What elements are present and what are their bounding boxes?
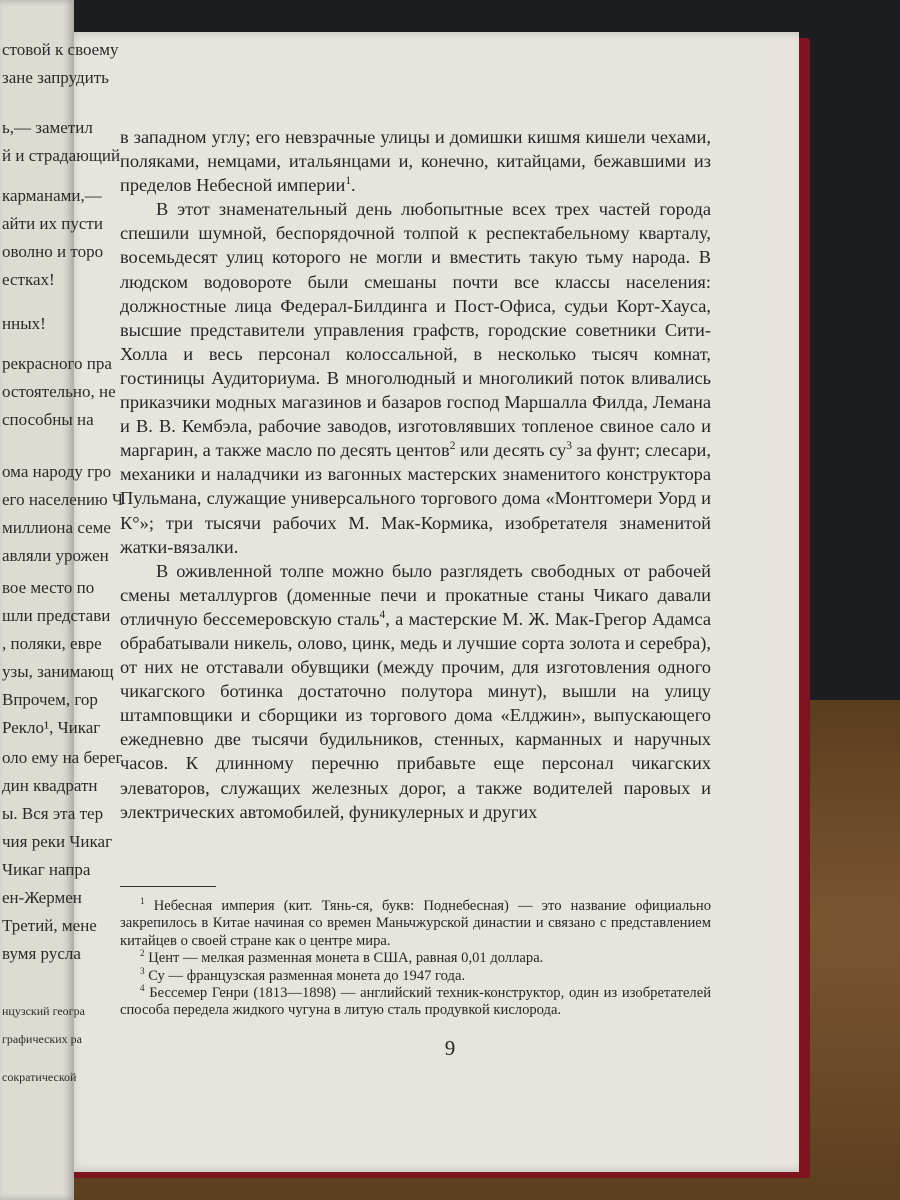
left-page-line: дин квадратн <box>2 776 98 795</box>
footnotes <box>120 898 711 1020</box>
footnote-4 <box>120 985 711 1020</box>
footnote-number: 3 <box>140 965 145 976</box>
footnote-text: — французская разменная монета до 1947 года. <box>164 967 466 984</box>
footnote-term: Цент <box>148 950 180 967</box>
footnote-3 <box>120 965 711 985</box>
left-page-line: чия реки Чикаг <box>2 832 113 851</box>
footnote-term: Бессемер Генри <box>149 985 249 1002</box>
left-page-line: ен-Жермен <box>2 888 82 907</box>
footnote-number: 1 <box>140 896 145 907</box>
left-page-line: Третий, мене <box>2 916 97 935</box>
footnote-2 <box>120 950 711 967</box>
page-number: 9 <box>444 1036 456 1060</box>
left-page-line: й и страдающий <box>2 146 121 165</box>
footnote-text: — мелкая разменная монета в США, равная 0,01 доллара. <box>179 950 544 967</box>
left-page-line: вое место по <box>2 578 95 597</box>
left-page-line: шли представи <box>2 606 111 625</box>
footnote-number: 4 <box>140 983 145 994</box>
text-run: за фунт; слесари, механики и наладчики из вагонных мастерских знаменитого конструктора Пульмана, служащие универсального торгового дома «Монтгомери Уорд и К°»; три тысячи рабочих М. Мак-Кормика, изобретателя знаменитой жатки-вязалки. <box>120 440 711 557</box>
text-run: или десять су <box>455 440 567 461</box>
text-run: . <box>351 175 356 196</box>
left-page-line: ома народу гро <box>2 462 112 481</box>
left-page-line: оло ему на берег <box>2 748 123 767</box>
paragraph-1 <box>120 125 711 197</box>
footnote-ref: 4 <box>379 608 386 621</box>
left-page-line: графических ра <box>2 1032 83 1046</box>
left-page-line: оволно и торо <box>2 242 104 261</box>
text-run: В этот знаменательный день любопытные всех трех частей города спешили шумной, беспорядочной толпой к респектабельному кварталу, восемьдесят улиц которого не могли и вместить такую тьму народа. В людском водовороте были смешаны почти все классы населения: должностные лица Федерал-Билдинга и Пост-Офиса, судьи Корт-Хауса, высшие представители управления графств, городские советники Сити-Холла и весь персонал колоссальной, в несколько тысяч комнат, гостиницы Аудиториума. В многолюдный и многоликий поток вливались приказчики модных магазинов и базаров господ Маршалла Филда, Лемана и В. В. Кембэла, рабочие заводов, изготовлявших топленое свиное сало и маргарин, а также масло по десять центов <box>120 199 711 461</box>
left-page-line: естках! <box>2 270 55 289</box>
left-page-line: его населению Ч <box>2 490 124 509</box>
footnote-term: Су <box>148 967 165 984</box>
text-run: , а мастерские М. Ж. Мак-Грегор Адамса обрабатывали никель, олово, цинк, медь и лучшие сорта золота и серебра), от них не отставали обувщики (между прочим, для изготовления одного чикагского ботинка достаточно полутора минут), вышли на улицу штамповщики и сборщики из торгового дома «Елджин», выпускающего ежедневно две тысячи будильников, стенных, карманных и наручных часов. К длинному перечню прибавьте еще персонал чикагских элеваторов, служащих железных дорог, а также водителей паровых и электрических автомобилей, фуникулерных и других <box>120 608 711 822</box>
left-page-line: , поляки, евре <box>2 634 102 653</box>
left-page-line: нцузский геогра <box>2 1004 85 1018</box>
left-page-line: Чикаг напра <box>2 860 91 879</box>
footnote-ref: 1 <box>345 175 352 188</box>
left-page-line: ы. Вся эта тер <box>2 804 104 823</box>
left-page-line: нных! <box>2 314 46 333</box>
left-page-line: способны на <box>2 410 94 429</box>
left-page-fragment <box>0 0 124 1200</box>
left-page-line: рекрасного пра <box>2 354 112 373</box>
left-page-line: узы, занимающ <box>2 662 114 681</box>
text-run: В оживленной толпе можно было разглядеть свободных от рабочей смены металлургов (доменные печи и прокатные станы Чикаго давали отличную бессемеровскую сталь <box>120 560 711 629</box>
paragraph-3 <box>120 559 711 824</box>
left-page-line: Впрочем, гор <box>2 690 98 709</box>
left-page-line: зане запрудить <box>2 68 109 87</box>
left-page-line: ь,— заметил <box>2 118 93 137</box>
text-run: в западном углу; его невзрачные улицы и домишки кишмя кишели чехами, поляками, немцами, итальянцами и, конечно, китайцами, бежавшими из пределов Небесной империи <box>120 127 711 196</box>
footnote-text: (1813—1898) — английский техник-конструктор, один из изобретателей способа передела жидкого чугуна в литую сталь продувкой кислорода. <box>120 985 711 1019</box>
footnote-ref: 3 <box>566 440 572 453</box>
left-page-line: вумя русла <box>2 944 81 963</box>
left-page-line: Рекло¹, Чикаг <box>2 718 101 737</box>
footnote-term: Небесная империя <box>153 898 275 914</box>
left-page-line: авляли урожен <box>2 546 109 565</box>
left-page-line: миллиона семе <box>2 518 111 537</box>
footnote-text: (кит. Тянь-ся, букв: Поднебесная) — это название официально закрепилось в Китае начиная со времен Маньчжурской династии и связано с представлением китайцев о своей стране как о центре мира. <box>120 898 711 949</box>
left-page-line: стовой к своему <box>2 40 119 59</box>
footnote-divider <box>120 886 216 887</box>
left-page-line: остоятельно, не <box>2 382 116 401</box>
footnote-ref: 2 <box>449 440 456 453</box>
left-page-line: сократической <box>2 1070 77 1084</box>
footnote-number: 2 <box>140 948 145 959</box>
paragraph-2 <box>120 197 711 558</box>
left-page-line: карманами,— <box>2 186 102 205</box>
left-page-line: айти их пусти <box>2 214 103 233</box>
footnote-1 <box>120 898 711 950</box>
main-text <box>120 125 711 824</box>
